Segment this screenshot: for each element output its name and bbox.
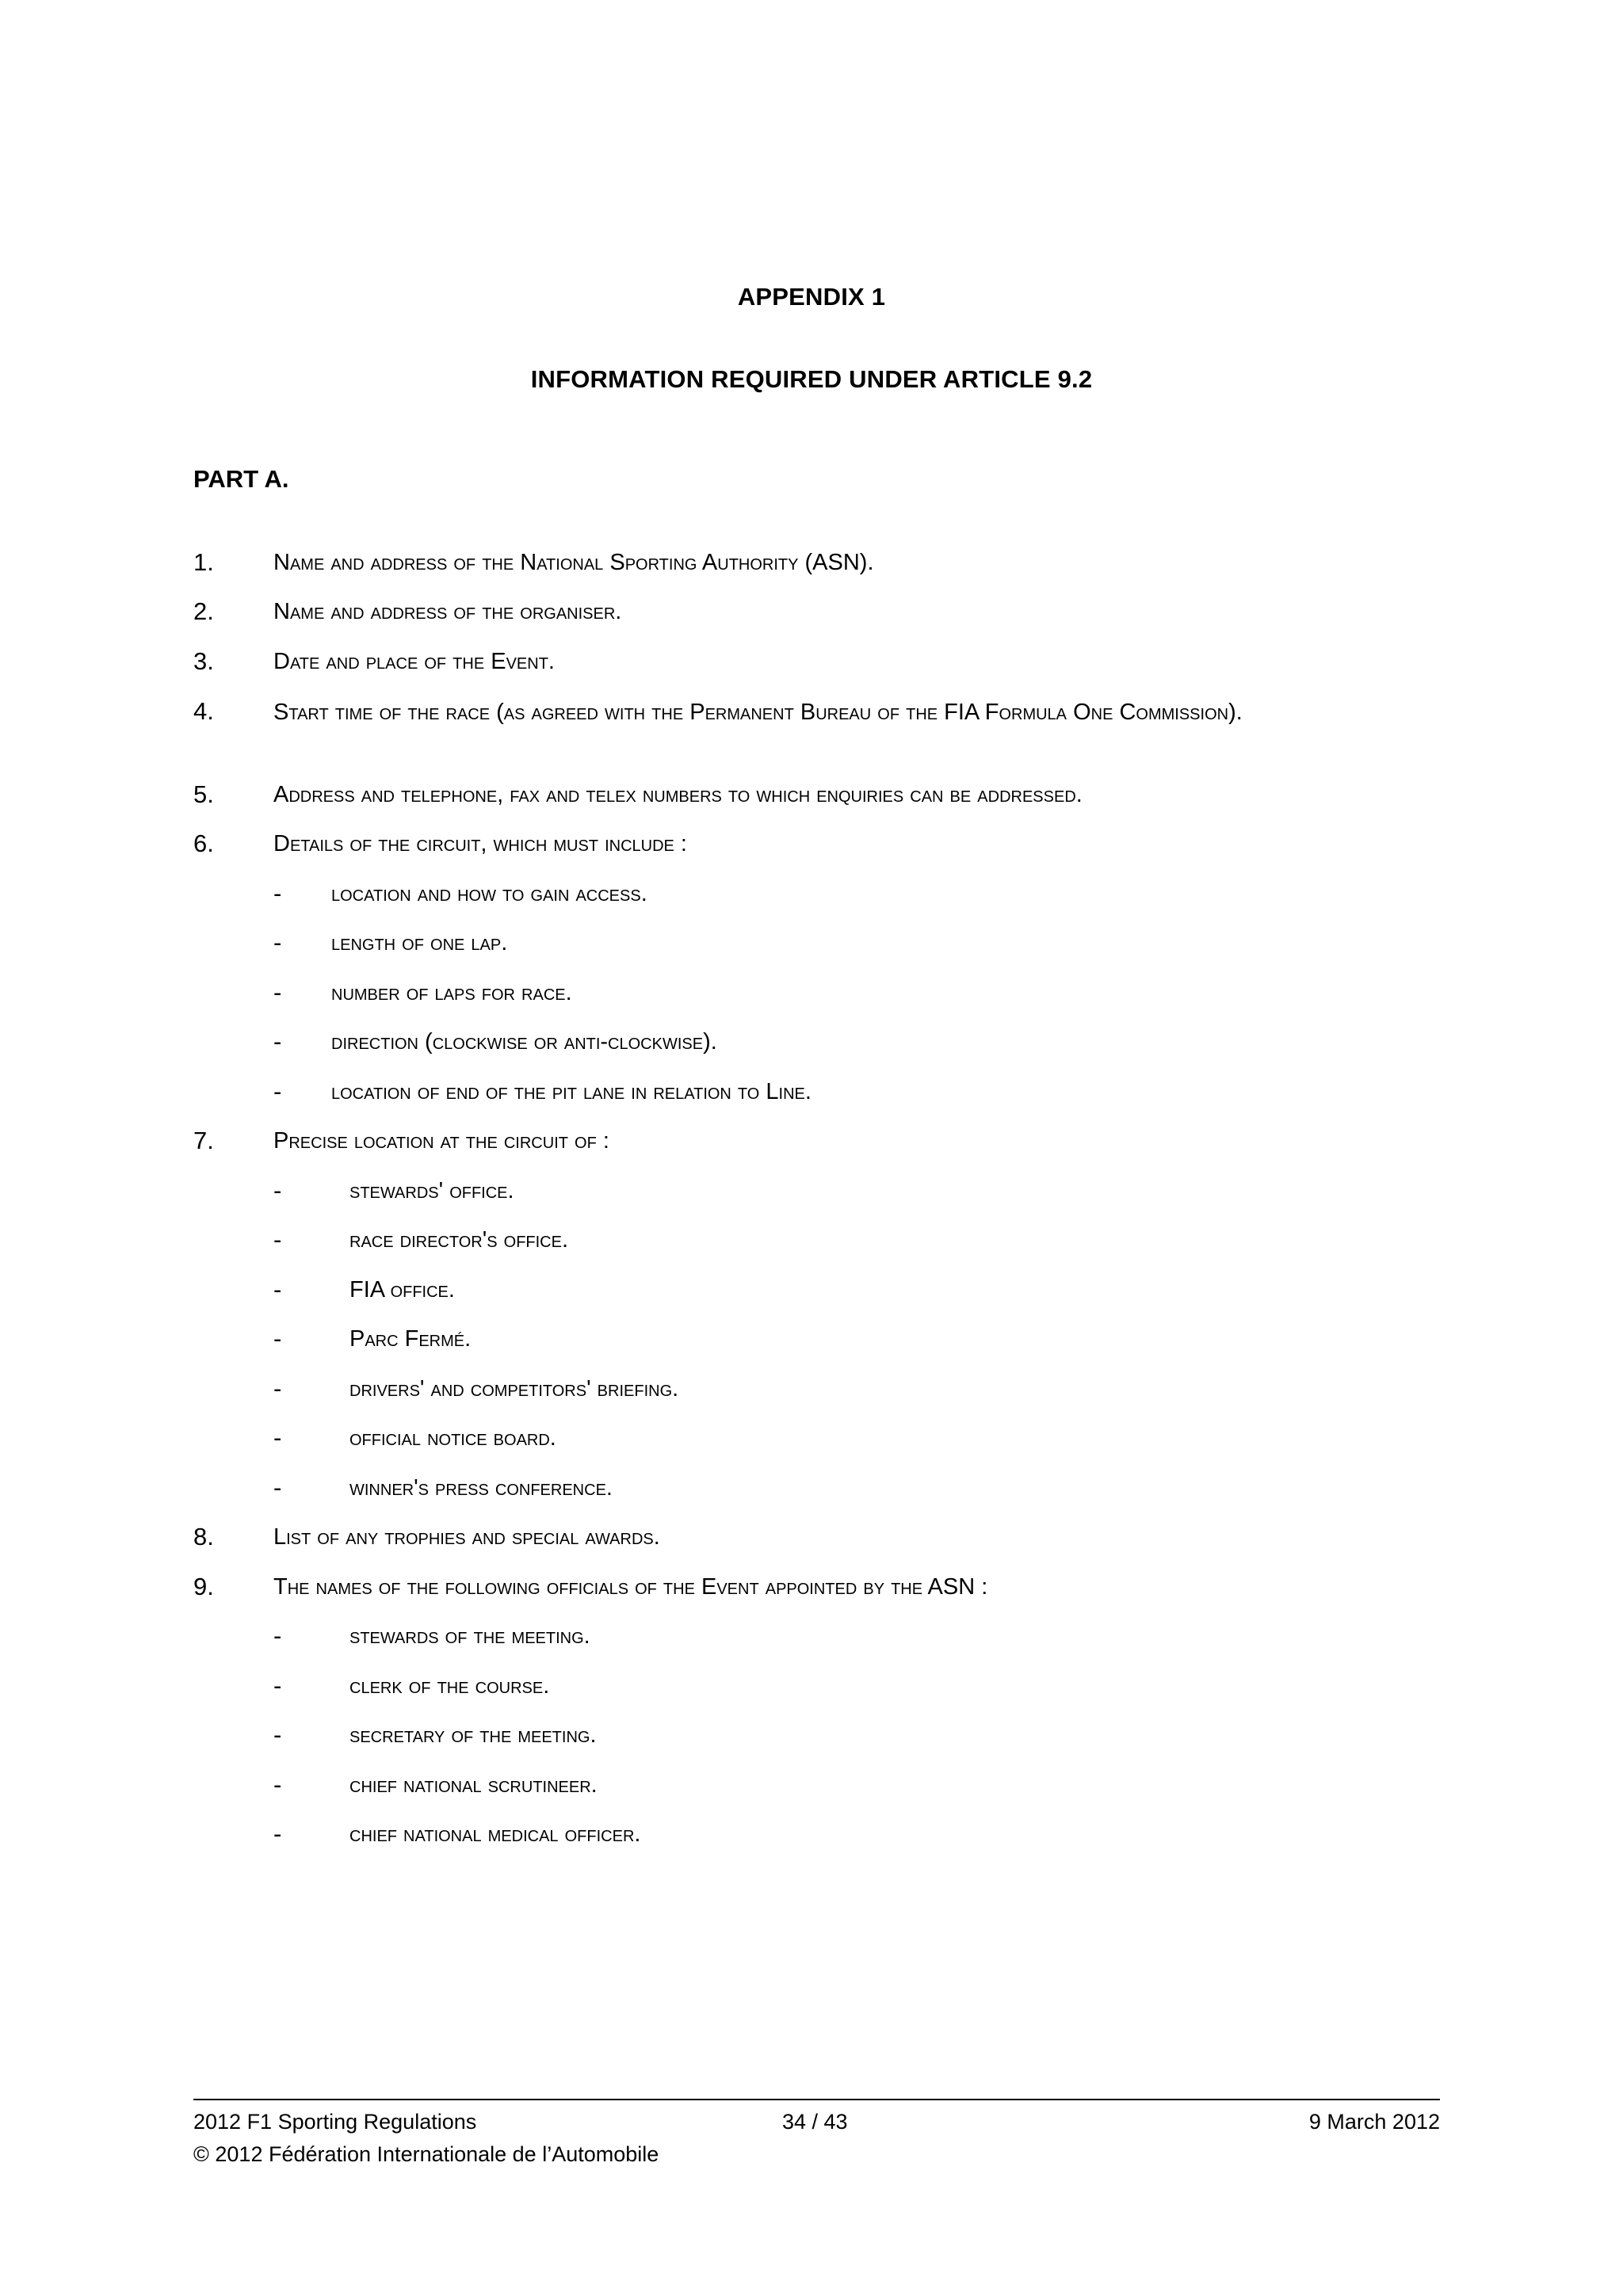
dash-bullet: - [273,1375,282,1402]
dash-bullet: - [273,1474,282,1501]
sub-item-text: location and how to gain access. [331,881,647,906]
item-text: Start time of the race (as agreed with the Permanent Bureau of the FIA Formula One Commission). [273,700,1243,725]
dash-bullet: - [273,879,282,907]
dash-bullet: - [273,1672,282,1699]
dash-bullet: - [273,1276,282,1303]
dash-bullet: - [273,1424,282,1451]
item-text: Name and address of the organiser. [273,599,622,624]
item-number: 1. [193,548,214,576]
appendix-title: APPENDIX 1 [737,283,886,311]
sub-item-text: number of laps for race. [331,980,572,1005]
page-number: 34 / 43 [782,2110,848,2134]
footer-document-title: 2012 F1 Sporting Regulations [193,2110,477,2134]
dash-bullet: - [273,1771,282,1798]
sub-item-text: location of end of the pit lane in relation to Line. [331,1079,812,1104]
dash-bullet: - [273,929,282,956]
item-number: 3. [193,647,214,675]
dash-bullet: - [273,1325,282,1352]
item-number: 8. [193,1523,214,1550]
item-text: Date and place of the Event. [273,649,555,674]
sub-item-text: clerk of the course. [349,1673,550,1699]
sub-item-text: drivers' and competitors' briefing. [349,1376,679,1402]
sub-item-text: stewards' office. [349,1178,514,1203]
dash-bullet: - [273,1622,282,1650]
sub-item-text: secretary of the meeting. [349,1722,597,1748]
item-text: Details of the circuit, which must include : [273,831,687,856]
item-number: 2. [193,597,214,625]
footer-copyright: © 2012 Fédération Internationale de l’Automobile [193,2142,659,2166]
sub-item-text: chief national medical officer. [349,1821,641,1847]
dash-bullet: - [273,1028,282,1055]
sub-item-text: direction (clockwise or anti-clockwise). [331,1029,717,1055]
dash-bullet: - [273,1177,282,1204]
item-number: 4. [193,697,214,725]
item-text: The names of the following officials of the Event appointed by the ASN : [273,1574,988,1600]
footer-date: 9 March 2012 [1308,2110,1440,2134]
dash-bullet: - [273,1226,282,1253]
item-text: List of any trophies and special awards. [273,1524,660,1550]
section-title: INFORMATION REQUIRED UNDER ARTICLE 9.2 [530,365,1093,393]
item-text: Name and address of the National Sporting Authority (ASN). [273,550,874,575]
item-number: 7. [193,1127,214,1154]
sub-item-text: race director's office. [349,1227,569,1253]
dash-bullet: - [273,1820,282,1848]
dash-bullet: - [273,1721,282,1749]
footer-divider [193,2099,1440,2100]
item-text: Address and telephone, fax and telex numbers to which enquiries can be addressed. [273,782,1083,807]
item-number: 5. [193,780,214,808]
dash-bullet: - [273,1077,282,1105]
sub-item-text: FIA office. [349,1277,455,1302]
part-heading: PART A. [193,465,289,493]
sub-item-text: stewards of the meeting. [349,1623,590,1649]
sub-item-text: official notice board. [349,1425,556,1451]
sub-item-text: chief national scrutineer. [349,1772,598,1798]
sub-item-text: length of one lap. [331,930,508,955]
item-number: 9. [193,1573,214,1600]
item-number: 6. [193,830,214,857]
sub-item-text: winner's press conference. [349,1475,613,1501]
item-text: Precise location at the circuit of : [273,1128,609,1154]
sub-item-text: Parc Fermé. [349,1326,472,1352]
dash-bullet: - [273,978,282,1006]
